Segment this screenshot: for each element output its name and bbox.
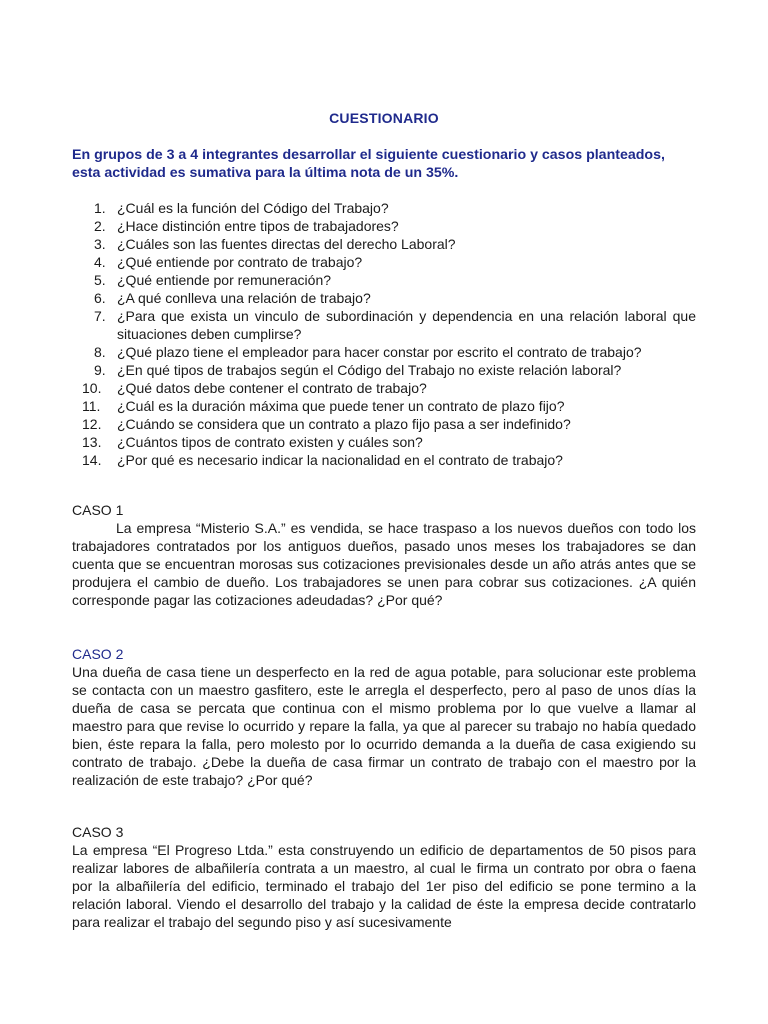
case-2: [72, 645, 696, 789]
question-text: ¿Cuál es la función del Código del Trabajo?: [117, 200, 389, 216]
intro-instructions: En grupos de 3 a 4 integrantes desarrollar el siguiente cuestionario y casos planteados, esta actividad es sumativa para la última nota de un 35%.: [72, 147, 665, 181]
question-text: ¿Cuántos tipos de contrato existen y cuáles son?: [117, 434, 423, 450]
case-1-text: La empresa “Misterio S.A.” es vendida, se hace traspaso a los nuevos dueños con todo los trabajadores contratados por los antiguos dueños, pasado unos meses los trabajadores se dan cuenta que se encuentran morosas sus cotizaciones previsionales desde un año atrás antes que se produjera el cambio de dueño. Los trabajadores se unen para cobrar sus cotizaciones. ¿A quién corresponde pagar las cotizaciones adeudadas? ¿Por qué?: [72, 520, 696, 608]
case-2-heading: CASO 2: [72, 646, 124, 662]
question-item: 9. ¿En qué tipos de trabajos según el Código del Trabajo no existe relación laboral?: [94, 362, 622, 378]
question-item: 7. ¿Para que exista un vinculo de subordinación y dependencia en una relación laboral que situaciones deben cumplirse?: [94, 308, 696, 342]
question-list: [72, 199, 696, 469]
question-item: 12. ¿Cuándo se considera que un contrato a plazo fijo pasa a ser indefinido?: [82, 416, 571, 432]
question-text: ¿Para que exista un vinculo de subordinación y dependencia en una relación laboral que situaciones deben cumplirse?: [117, 308, 696, 342]
question-text: ¿Cuándo se considera que un contrato a plazo fijo pasa a ser indefinido?: [117, 416, 571, 432]
question-text: ¿Hace distinción entre tipos de trabajadores?: [117, 218, 399, 234]
question-item: 5. ¿Qué entiende por remuneración?: [94, 272, 332, 288]
question-item: 4. ¿Qué entiende por contrato de trabajo?: [94, 254, 363, 270]
question-item: 8. ¿Qué plazo tiene el empleador para hacer constar por escrito el contrato de trabajo?: [94, 344, 642, 360]
question-item: 6. ¿A qué conlleva una relación de trabajo?: [94, 290, 371, 306]
document-title: CUESTIONARIO: [329, 110, 439, 126]
question-text: ¿Qué datos debe contener el contrato de trabajo?: [117, 380, 427, 396]
question-item: 2. ¿Hace distinción entre tipos de trabajadores?: [94, 218, 399, 234]
case-3-text: La empresa “El Progreso Ltda.” esta construyendo un edificio de departamentos de 50 pisos para realizar labores de albañilería contrata a un maestro, al cual le firma un contrato por obra o faena por la albañilería del edificio, terminado el trabajo del 1er piso del edificio se pone termino a la relación laboral. Viendo el desarrollo del trabajo y la calidad de éste la empresa decide contratarlo para realizar el trabajo del segundo piso y así sucesivamente: [72, 842, 696, 930]
question-item: 1. ¿Cuál es la función del Código del Trabajo?: [94, 200, 389, 216]
question-text: ¿Qué plazo tiene el empleador para hacer constar por escrito el contrato de trabajo?: [117, 344, 642, 360]
case-1: [72, 501, 696, 609]
question-item: 3. ¿Cuáles son las fuentes directas del derecho Laboral?: [94, 236, 456, 252]
question-text: ¿Qué entiende por contrato de trabajo?: [117, 254, 363, 270]
question-item: 10. ¿Qué datos debe contener el contrato de trabajo?: [82, 380, 427, 396]
question-item: 13. ¿Cuántos tipos de contrato existen y cuáles son?: [82, 434, 423, 450]
case-3: [72, 823, 696, 931]
question-text: ¿Por qué es necesario indicar la nacionalidad en el contrato de trabajo?: [117, 452, 563, 468]
case-1-heading: CASO 1: [72, 502, 124, 518]
question-text: ¿Cuál es la duración máxima que puede tener un contrato de plazo fijo?: [117, 398, 565, 414]
case-2-text: Una dueña de casa tiene un desperfecto en la red de agua potable, para solucionar este problema se contacta con un maestro gasfitero, este le arregla el desperfecto, pero al paso de unos días la dueña de casa se percata que continua con el mismo problema por lo que vuelve a llamar al maestro para que revise lo ocurrido y repare la falla, ya que al parecer su trabajo no había quedado bien, éste repara la falla, pero molesto por lo ocurrido demanda a la dueña de casa exigiendo su contrato de trabajo. ¿Debe la dueña de casa firmar un contrato de trabajo con el maestro por la realización de este trabajo? ¿Por qué?: [72, 664, 696, 788]
question-text: ¿A qué conlleva una relación de trabajo?: [117, 290, 371, 306]
case-3-heading: CASO 3: [72, 824, 124, 840]
question-text: ¿En qué tipos de trabajos según el Código del Trabajo no existe relación laboral?: [117, 362, 622, 378]
question-item: 14. ¿Por qué es necesario indicar la nacionalidad en el contrato de trabajo?: [82, 452, 563, 468]
question-text: ¿Cuáles son las fuentes directas del derecho Laboral?: [117, 236, 456, 252]
question-item: 11. ¿Cuál es la duración máxima que puede tener un contrato de plazo fijo?: [82, 398, 565, 414]
question-text: ¿Qué entiende por remuneración?: [117, 272, 332, 288]
